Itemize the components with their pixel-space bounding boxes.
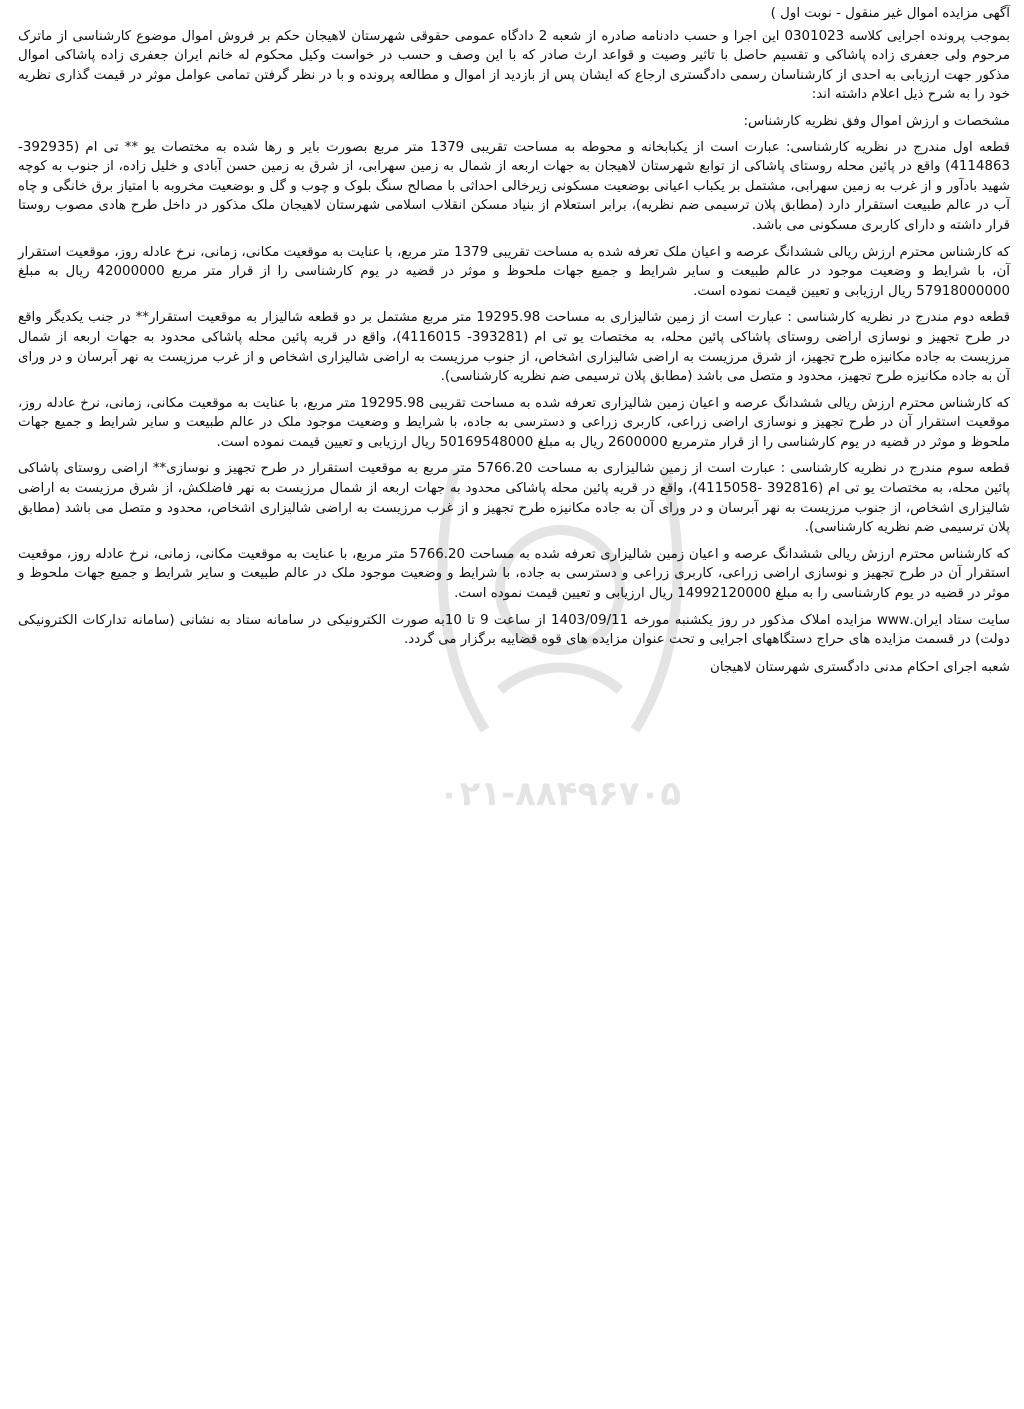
notice-document bbox=[18, 4, 1010, 684]
parcel-2-valuation: که کارشناس محترم ارزش ریالی ششدانگ عرصه و اعیان زمین شالیزاری تعرفه شده به مساحت تقریبی 19295.98 متر مربع، با عنایت به موقعیت مکانی، زمانی، نرخ عادله روز، موقعیت استقرار آن در طرح تجهیز و نوسازی اراضی زراعی، کاربری زراعی و دسترسی به جاده، با شرایط و وضعیت موجود ملک در عالم طبیعت و سایر شرایط و جمیع جهات ملحوظ و موثر در قضیه در یوم کارشناسی را از قرار مترمربع 2600000 ریال به مبلغ 50169548000 ریال ارزیابی و تعیین قیمت نموده است. bbox=[18, 395, 1010, 450]
parcel-3-valuation: که کارشناس محترم ارزش ریالی ششدانگ عرصه و اعیان زمین شالیزاری تعرفه شده به مساحت 5766.20 متر مربع، با عنایت به موقعیت مکانی، زمانی، نرخ عادله روز، موقعیت استقرار آن در طرح تجهیز و نوسازی اراضی زراعی، کاربری زراعی و دسترسی به جاده، با شرایط و وضعیت موجود ملک در عالم طبیعت و سایر شرایط و جمیع جهات ملحوظ و موثر در قضیه در یوم کارشناسی را به مبلغ 14992120000 ریال ارزیابی و تعیین قیمت نموده است. bbox=[18, 546, 1010, 602]
issuing-office-signature: شعبه اجرای احکام مدنی دادگستری شهرستان لاهیجان bbox=[709, 659, 1010, 675]
notice-title: آگهی مزایده اموال غیر منقول - نوبت اول ) bbox=[770, 6, 1010, 21]
intro-paragraph: بموجب پرونده اجرایی کلاسه 0301023 این اجرا و حسب دادنامه صادره از شعبه 2 دادگاه عمومی حقوقی شهرستان لاهیجان حکم بر فروش اموال موضوع کارشناسی از ماترک مرحوم ولی جعفری زاده پاشاکی و تقسیم حاصل با تاثیر وصیت و قواعد ارث صادر که با این وصف و حسب در خواست وکیل محکوم له خانم ایران جعفری زاده پاشاکی اموال مذکور جهت ارزیابی به احدی از کارشناسان رسمی دادگستری ارجاع که ایشان پس از بازدید از اموال و مطالعه پرونده و با در نظر گرفتن تمامی عوامل موثر در قیمت گذاری نظریه خود را به شرح ذیل اعلام داشته اند: bbox=[18, 28, 1011, 103]
valuation-subheading: مشخصات و ارزش اموال وفق نظریه کارشناس: bbox=[743, 113, 1010, 129]
parcel-1-valuation: که کارشناس محترم ارزش ریالی ششدانگ عرصه و اعیان ملک تعرفه شده به مساحت تقریبی 1379 متر مربع، با عنایت به موقعیت مکانی، زمانی، نرخ عادله روز، موقعیت استقرار آن، با شرایط و وضعیت موجود در عالم طبیعت و سایر شرایط و جمیع جهات ملحوظ و موثر در قضیه در یوم کارشناسی را از قرار متر مربع 42000000 ریال به مبلغ 57918000000 ریال ارزیابی و تعیین قیمت نموده است. bbox=[18, 244, 1011, 299]
parcel-1-description: قطعه اول مندرج در نظریه کارشناسی: عبارت است از یکبابخانه و محوطه به مساحت تقریبی 1379 متر مربع بصورت بایر و رها شده به مختصات یو ** تی ام (392935- 4114863) واقع در پائین محله روستای پاشاکی از توابع شهرستان لاهیجان به جهات اربعه از شمال به زمین سهرابی، از شرق به زمین حسن آبادی و خلیل زاده، از جنوب به کوچه شهید بادآور و از غرب به زمین سهرابی، مشتمل بر یکباب اعیانی بوضعیت مسکونی زیرخالی احداثی با مصالح سنگ بلوک و چوب و گل و بوضعیت مخروبه با امتیاز برق خانگی و چاه آب در عالم طبیعت استقرار دارد (مطابق پلان ترسیمی ضم نظریه)، برابر استعلام از بنیاد مسکن انقلاب اسلامی شهرستان لاهیجان ملک مذکور در داخل طرح هادی مصوب روستا قرار داشته و دارای کاربری مسکونی می باشد. bbox=[18, 139, 1010, 233]
watermark-phone: ۰۲۱-۸۸۴۹۶۷۰۵ bbox=[438, 774, 682, 814]
parcel-3-description: قطعه سوم مندرج در نظریه کارشناسی : عبارت است از زمین شالیزاری به مساحت 5766.20 متر مربع به موقعیت استقرار در طرح تجهیز و نوسازی** اراضی روستای پاشاکی پائین محله، به مختصات یو تی ام (392816 -4115058)، واقع در قریه پائین محله پاشاکی محدود به جهات اربعه از شمال مرزیست به نهر فاضلکش، از شرق مرزیست به اراضی شالیزاری اشخاص، از جنوب مرزیست به نهر آبرسان و در ورای آن به جاده مکانیزه طرح تجهیز و از غرب مرزیست به اراضی شالیزاری اشخاص، محدود و متصل می باشد (مطابق پلان ترسیمی ضم نظریه کارشناسی). bbox=[18, 461, 1010, 536]
parcel-2-description: قطعه دوم مندرج در نظریه کارشناسی : عبارت است از زمین شالیزاری به مساحت 19295.98 متر مربع مشتمل بر دو قطعه شالیزار به موقعیت استقرار** در جنب یکدیگر واقع در طرح تجهیز و نوسازی اراضی روستای پاشاکی پائین محله، به مختصات یو تی ام (393281- 4116015)، واقع در قریه پائین محله پاشاکی محدود به جهات اربعه از شمال مرزیست به جاده مکانیزه طرح تجهیز، از شرق مرزیست به اراضی شالیزاری اشخاص، از جنوب مرزیست به اراضی شالیزاری اشخاص و از غرب مرزیست به نهر آبرسان و در ورای آن به جاده مکانیزه طرح تجهیز، محدود و متصل می باشد (مطابق پلان ترسیمی ضم نظریه کارشناسی). bbox=[18, 310, 1010, 385]
auction-details: سایت ستاد ایران.www مزایده املاک مذکور در روز یکشنبه مورخه 1403/09/11 از ساعت 9 تا 10به صورت الکترونیکی در سامانه ستاد به نشانی (سامانه تدارکات الکترونیکی دولت) در قسمت مزایده های حراج دستگاههای اجرایی و تحت عنوان مزایده های قوه قضاییه برگزار می گردد. bbox=[18, 612, 1010, 648]
